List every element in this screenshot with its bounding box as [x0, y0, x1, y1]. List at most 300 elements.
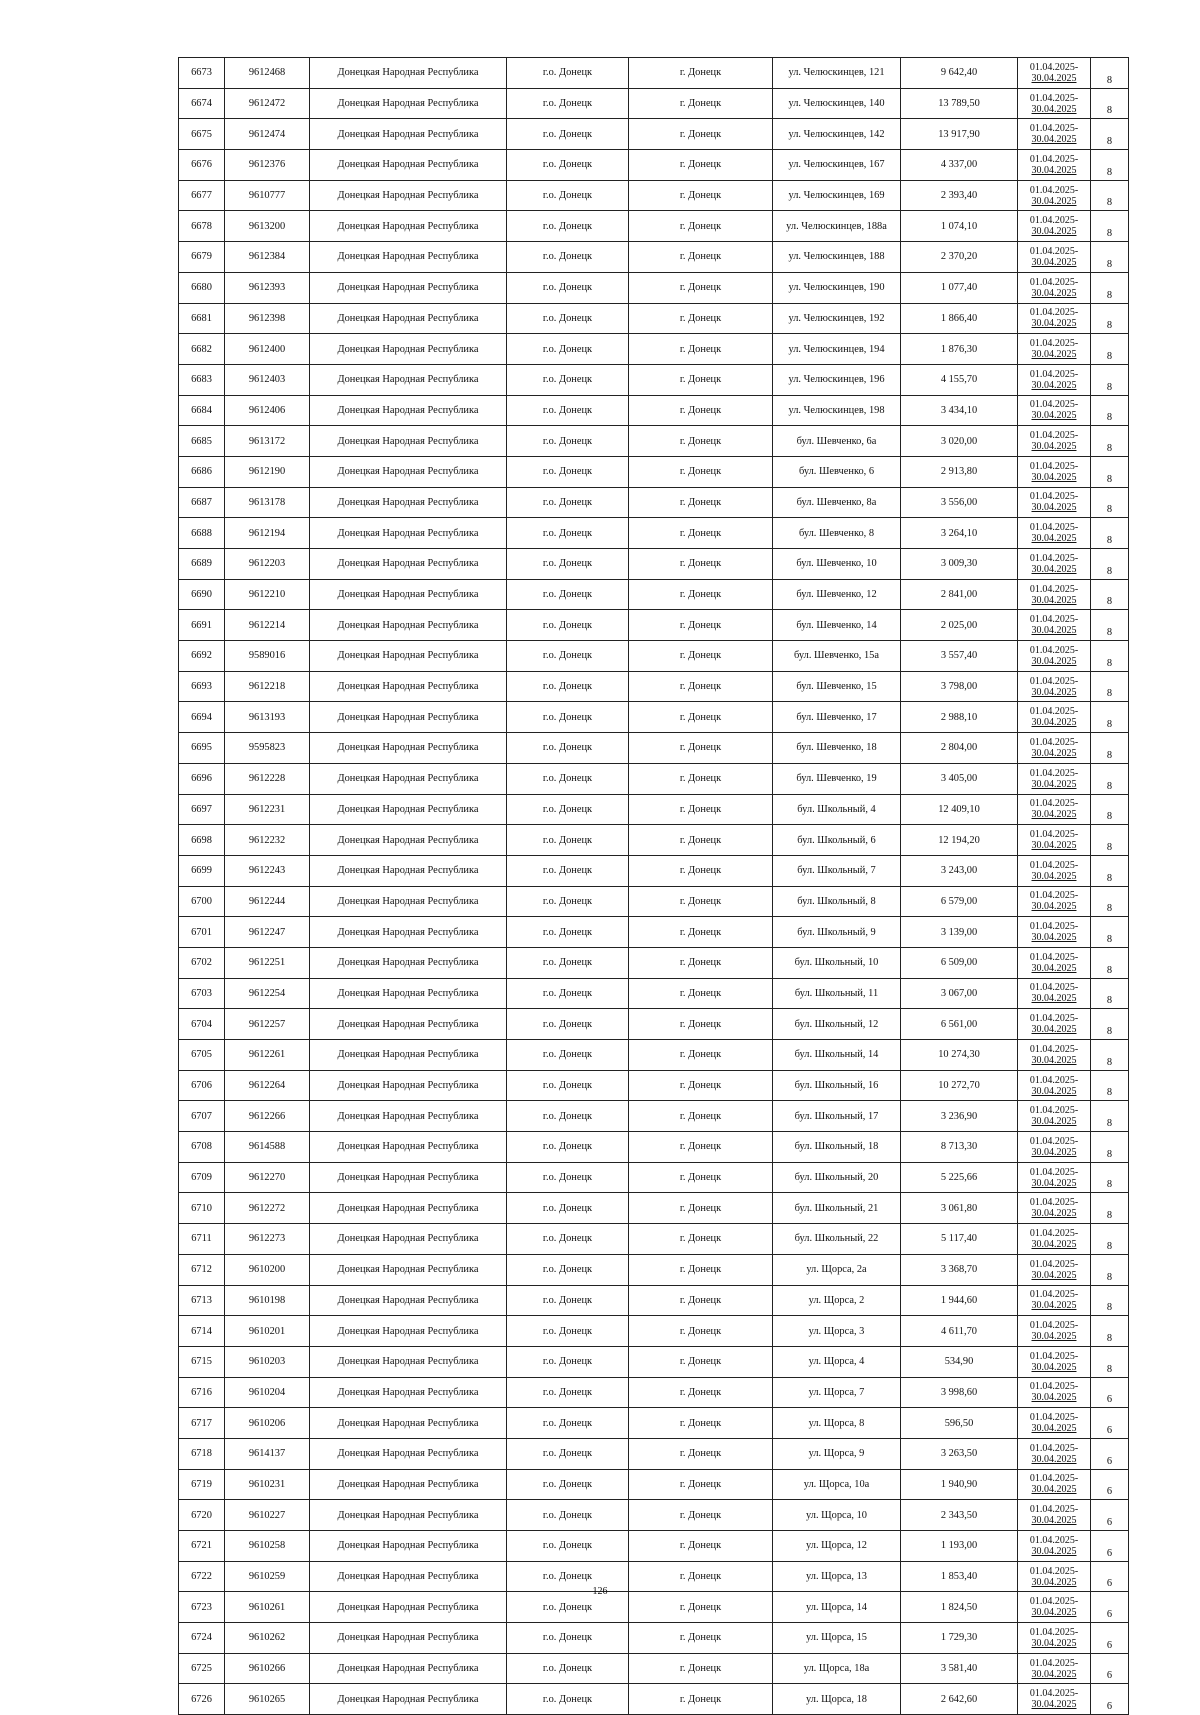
- address-cell: ул. Щорса, 4: [773, 1346, 901, 1377]
- table-row: [179, 1132, 1129, 1163]
- municipal-district-cell: г.о. Донецк: [507, 1254, 629, 1285]
- period-end: 30.04.2025: [1031, 1699, 1077, 1711]
- municipal-district-cell: г.о. Донецк: [507, 1316, 629, 1347]
- period-cell: [1018, 150, 1091, 181]
- row-number-cell: 6686: [179, 456, 225, 487]
- region-cell: Донецкая Народная Республика: [310, 426, 507, 457]
- area-cell: 12 409,10: [901, 794, 1018, 825]
- count-cell: 8: [1091, 1070, 1129, 1101]
- period-end: 30.04.2025: [1031, 594, 1077, 606]
- city-cell: г. Донецк: [629, 1254, 773, 1285]
- count-cell: 6: [1091, 1623, 1129, 1654]
- table-row: [179, 1684, 1129, 1715]
- address-cell: ул. Щорса, 15: [773, 1623, 901, 1654]
- period-start: 01.04.2025-: [1029, 614, 1079, 626]
- period-end: 30.04.2025: [1031, 870, 1077, 882]
- area-cell: 3 264,10: [901, 518, 1018, 549]
- period-cell: [1018, 1377, 1091, 1408]
- row-number-cell: 6704: [179, 1009, 225, 1040]
- period-cell: [1018, 88, 1091, 119]
- period-end: 30.04.2025: [1031, 809, 1077, 821]
- period-start: 01.04.2025-: [1029, 215, 1079, 227]
- area-cell: 4 155,70: [901, 364, 1018, 395]
- city-cell: г. Донецк: [629, 549, 773, 580]
- object-id-cell: 9613178: [225, 487, 310, 518]
- city-cell: г. Донецк: [629, 1377, 773, 1408]
- table-row: [179, 58, 1129, 89]
- period-start: 01.04.2025-: [1029, 399, 1079, 411]
- row-number-cell: 6683: [179, 364, 225, 395]
- count-cell: 8: [1091, 364, 1129, 395]
- count-cell: 8: [1091, 947, 1129, 978]
- municipal-district-cell: г.о. Донецк: [507, 671, 629, 702]
- page-number: 126: [592, 1586, 608, 1597]
- city-cell: г. Донецк: [629, 334, 773, 365]
- area-cell: 1 074,10: [901, 211, 1018, 242]
- area-cell: 596,50: [901, 1408, 1018, 1439]
- table-row: [179, 947, 1129, 978]
- city-cell: г. Донецк: [629, 150, 773, 181]
- table-row: [179, 1009, 1129, 1040]
- area-cell: 8 713,30: [901, 1132, 1018, 1163]
- municipal-district-cell: г.о. Донецк: [507, 1469, 629, 1500]
- period-end: 30.04.2025: [1031, 1024, 1077, 1036]
- row-number-cell: 6706: [179, 1070, 225, 1101]
- table-row: [179, 641, 1129, 672]
- row-number-cell: 6726: [179, 1684, 225, 1715]
- city-cell: г. Донецк: [629, 1162, 773, 1193]
- region-cell: Донецкая Народная Республика: [310, 1346, 507, 1377]
- city-cell: г. Донецк: [629, 825, 773, 856]
- municipal-district-cell: г.о. Донецк: [507, 549, 629, 580]
- object-id-cell: 9610261: [225, 1592, 310, 1623]
- row-number-cell: 6677: [179, 180, 225, 211]
- address-cell: ул. Челюскинцев, 169: [773, 180, 901, 211]
- object-id-cell: 9610266: [225, 1653, 310, 1684]
- region-cell: Донецкая Народная Республика: [310, 364, 507, 395]
- city-cell: г. Донецк: [629, 1224, 773, 1255]
- address-cell: бул. Школьный, 4: [773, 794, 901, 825]
- municipal-district-cell: г.о. Донецк: [507, 978, 629, 1009]
- region-cell: Донецкая Народная Республика: [310, 733, 507, 764]
- table-row: [179, 88, 1129, 119]
- count-cell: 8: [1091, 334, 1129, 365]
- period-cell: [1018, 1285, 1091, 1316]
- period-end: 30.04.2025: [1031, 134, 1077, 146]
- municipal-district-cell: г.о. Донецк: [507, 1500, 629, 1531]
- city-cell: г. Донецк: [629, 1592, 773, 1623]
- municipal-district-cell: г.о. Донецк: [507, 1040, 629, 1071]
- area-cell: 4 611,70: [901, 1316, 1018, 1347]
- count-cell: 6: [1091, 1438, 1129, 1469]
- table-row: [179, 886, 1129, 917]
- period-start: 01.04.2025-: [1029, 798, 1079, 810]
- period-end: 30.04.2025: [1031, 1484, 1077, 1496]
- city-cell: г. Донецк: [629, 1285, 773, 1316]
- region-cell: Донецкая Народная Республика: [310, 825, 507, 856]
- count-cell: 8: [1091, 242, 1129, 273]
- object-id-cell: 9612264: [225, 1070, 310, 1101]
- period-end: 30.04.2025: [1031, 1545, 1077, 1557]
- period-end: 30.04.2025: [1031, 1085, 1077, 1097]
- period-end: 30.04.2025: [1031, 901, 1077, 913]
- object-id-cell: 9612232: [225, 825, 310, 856]
- object-id-cell: 9613200: [225, 211, 310, 242]
- address-cell: бул. Шевченко, 8а: [773, 487, 901, 518]
- city-cell: г. Донецк: [629, 272, 773, 303]
- address-cell: ул. Челюскинцев, 167: [773, 150, 901, 181]
- count-cell: 8: [1091, 58, 1129, 89]
- period-start: 01.04.2025-: [1029, 460, 1079, 472]
- area-cell: 5 225,66: [901, 1162, 1018, 1193]
- count-cell: 6: [1091, 1561, 1129, 1592]
- period-end: 30.04.2025: [1031, 226, 1077, 238]
- period-start: 01.04.2025-: [1029, 92, 1079, 104]
- municipal-district-cell: г.о. Донецк: [507, 610, 629, 641]
- region-cell: Донецкая Народная Республика: [310, 119, 507, 150]
- object-id-cell: 9610201: [225, 1316, 310, 1347]
- region-cell: Донецкая Народная Республика: [310, 395, 507, 426]
- city-cell: г. Донецк: [629, 518, 773, 549]
- period-cell: [1018, 641, 1091, 672]
- count-cell: 8: [1091, 88, 1129, 119]
- table-row: [179, 242, 1129, 273]
- city-cell: г. Донецк: [629, 855, 773, 886]
- row-number-cell: 6715: [179, 1346, 225, 1377]
- address-cell: бул. Шевченко, 17: [773, 702, 901, 733]
- object-id-cell: 9612203: [225, 549, 310, 580]
- object-id-cell: 9610777: [225, 180, 310, 211]
- object-id-cell: 9613193: [225, 702, 310, 733]
- municipal-district-cell: г.о. Донецк: [507, 763, 629, 794]
- city-cell: г. Донецк: [629, 395, 773, 426]
- area-cell: 3 998,60: [901, 1377, 1018, 1408]
- row-number-cell: 6703: [179, 978, 225, 1009]
- period-start: 01.04.2025-: [1029, 890, 1079, 902]
- period-end: 30.04.2025: [1031, 1668, 1077, 1680]
- period-cell: [1018, 395, 1091, 426]
- period-cell: [1018, 242, 1091, 273]
- period-cell: [1018, 702, 1091, 733]
- municipal-district-cell: г.о. Донецк: [507, 88, 629, 119]
- object-id-cell: 9612384: [225, 242, 310, 273]
- period-start: 01.04.2025-: [1029, 1473, 1079, 1485]
- row-number-cell: 6707: [179, 1101, 225, 1132]
- period-end: 30.04.2025: [1031, 993, 1077, 1005]
- period-end: 30.04.2025: [1031, 563, 1077, 575]
- row-number-cell: 6725: [179, 1653, 225, 1684]
- period-start: 01.04.2025-: [1029, 1381, 1079, 1393]
- region-cell: Донецкая Народная Республика: [310, 579, 507, 610]
- table-row: [179, 426, 1129, 457]
- address-cell: ул. Челюскинцев, 188а: [773, 211, 901, 242]
- city-cell: г. Донецк: [629, 1101, 773, 1132]
- row-number-cell: 6692: [179, 641, 225, 672]
- object-id-cell: 9612190: [225, 456, 310, 487]
- row-number-cell: 6708: [179, 1132, 225, 1163]
- area-cell: 3 405,00: [901, 763, 1018, 794]
- city-cell: г. Донецк: [629, 1438, 773, 1469]
- period-end: 30.04.2025: [1031, 349, 1077, 361]
- municipal-district-cell: г.о. Донецк: [507, 794, 629, 825]
- period-start: 01.04.2025-: [1029, 1227, 1079, 1239]
- object-id-cell: 9610259: [225, 1561, 310, 1592]
- period-start: 01.04.2025-: [1029, 1350, 1079, 1362]
- object-id-cell: 9613172: [225, 426, 310, 457]
- municipal-district-cell: г.о. Донецк: [507, 1653, 629, 1684]
- region-cell: Донецкая Народная Республика: [310, 1592, 507, 1623]
- table-row: [179, 671, 1129, 702]
- region-cell: Донецкая Народная Республика: [310, 702, 507, 733]
- object-id-cell: 9612403: [225, 364, 310, 395]
- city-cell: г. Донецк: [629, 1684, 773, 1715]
- municipal-district-cell: г.о. Донецк: [507, 119, 629, 150]
- city-cell: г. Донецк: [629, 1040, 773, 1071]
- address-cell: бул. Шевченко, 6: [773, 456, 901, 487]
- area-cell: 3 243,00: [901, 855, 1018, 886]
- municipal-district-cell: г.о. Донецк: [507, 1684, 629, 1715]
- period-start: 01.04.2025-: [1029, 61, 1079, 73]
- count-cell: 8: [1091, 886, 1129, 917]
- period-end: 30.04.2025: [1031, 1607, 1077, 1619]
- row-number-cell: 6720: [179, 1500, 225, 1531]
- area-cell: 2 343,50: [901, 1500, 1018, 1531]
- period-end: 30.04.2025: [1031, 1453, 1077, 1465]
- address-cell: бул. Шевченко, 6а: [773, 426, 901, 457]
- period-cell: [1018, 1653, 1091, 1684]
- region-cell: Донецкая Народная Республика: [310, 1254, 507, 1285]
- period-cell: [1018, 518, 1091, 549]
- region-cell: Донецкая Народная Республика: [310, 58, 507, 89]
- table-row: [179, 1500, 1129, 1531]
- count-cell: 8: [1091, 272, 1129, 303]
- area-cell: 1 824,50: [901, 1592, 1018, 1623]
- municipal-district-cell: г.о. Донецк: [507, 150, 629, 181]
- row-number-cell: 6721: [179, 1531, 225, 1562]
- region-cell: Донецкая Народная Республика: [310, 671, 507, 702]
- count-cell: 8: [1091, 1346, 1129, 1377]
- period-cell: [1018, 1408, 1091, 1439]
- address-cell: ул. Щорса, 18а: [773, 1653, 901, 1684]
- row-number-cell: 6678: [179, 211, 225, 242]
- municipal-district-cell: г.о. Донецк: [507, 487, 629, 518]
- period-start: 01.04.2025-: [1029, 491, 1079, 503]
- count-cell: 8: [1091, 1193, 1129, 1224]
- period-start: 01.04.2025-: [1029, 1565, 1079, 1577]
- area-cell: 2 642,60: [901, 1684, 1018, 1715]
- municipal-district-cell: г.о. Донецк: [507, 1561, 629, 1592]
- region-cell: Донецкая Народная Республика: [310, 1653, 507, 1684]
- count-cell: 8: [1091, 733, 1129, 764]
- area-cell: 2 804,00: [901, 733, 1018, 764]
- object-id-cell: 9612376: [225, 150, 310, 181]
- period-end: 30.04.2025: [1031, 932, 1077, 944]
- city-cell: г. Донецк: [629, 579, 773, 610]
- object-id-cell: 9595823: [225, 733, 310, 764]
- row-number-cell: 6691: [179, 610, 225, 641]
- address-cell: бул. Шевченко, 18: [773, 733, 901, 764]
- period-start: 01.04.2025-: [1029, 829, 1079, 841]
- period-end: 30.04.2025: [1031, 533, 1077, 545]
- object-id-cell: 9612244: [225, 886, 310, 917]
- period-start: 01.04.2025-: [1029, 1596, 1079, 1608]
- period-end: 30.04.2025: [1031, 502, 1077, 514]
- table-row: [179, 1224, 1129, 1255]
- period-start: 01.04.2025-: [1029, 1074, 1079, 1086]
- region-cell: Донецкая Народная Республика: [310, 1009, 507, 1040]
- period-start: 01.04.2025-: [1029, 951, 1079, 963]
- city-cell: г. Донецк: [629, 456, 773, 487]
- area-cell: 9 642,40: [901, 58, 1018, 89]
- period-cell: [1018, 119, 1091, 150]
- period-end: 30.04.2025: [1031, 717, 1077, 729]
- table-body: [179, 58, 1129, 1715]
- table-row: [179, 1162, 1129, 1193]
- period-cell: [1018, 1009, 1091, 1040]
- count-cell: 8: [1091, 641, 1129, 672]
- address-cell: ул. Щорса, 9: [773, 1438, 901, 1469]
- count-cell: 8: [1091, 518, 1129, 549]
- row-number-cell: 6687: [179, 487, 225, 518]
- row-number-cell: 6695: [179, 733, 225, 764]
- row-number-cell: 6702: [179, 947, 225, 978]
- count-cell: 8: [1091, 1162, 1129, 1193]
- address-cell: бул. Шевченко, 15: [773, 671, 901, 702]
- object-id-cell: 9612273: [225, 1224, 310, 1255]
- address-cell: ул. Щорса, 7: [773, 1377, 901, 1408]
- address-cell: бул. Школьный, 6: [773, 825, 901, 856]
- area-cell: 13 789,50: [901, 88, 1018, 119]
- row-number-cell: 6719: [179, 1469, 225, 1500]
- municipal-district-cell: г.о. Донецк: [507, 1623, 629, 1654]
- count-cell: 8: [1091, 1101, 1129, 1132]
- area-cell: 534,90: [901, 1346, 1018, 1377]
- object-id-cell: 9612243: [225, 855, 310, 886]
- period-cell: [1018, 1438, 1091, 1469]
- period-cell: [1018, 978, 1091, 1009]
- row-number-cell: 6724: [179, 1623, 225, 1654]
- table-row: [179, 763, 1129, 794]
- region-cell: Донецкая Народная Республика: [310, 303, 507, 334]
- region-cell: Донецкая Народная Республика: [310, 1408, 507, 1439]
- count-cell: 8: [1091, 119, 1129, 150]
- registry-table-container: [178, 57, 1128, 1715]
- period-start: 01.04.2025-: [1029, 552, 1079, 564]
- city-cell: г. Донецк: [629, 1531, 773, 1562]
- period-cell: [1018, 1070, 1091, 1101]
- municipal-district-cell: г.о. Донецк: [507, 579, 629, 610]
- count-cell: 8: [1091, 487, 1129, 518]
- address-cell: ул. Щорса, 14: [773, 1592, 901, 1623]
- period-cell: [1018, 1469, 1091, 1500]
- city-cell: г. Донецк: [629, 426, 773, 457]
- municipal-district-cell: г.о. Донецк: [507, 1070, 629, 1101]
- municipal-district-cell: г.о. Донецк: [507, 1193, 629, 1224]
- period-cell: [1018, 1531, 1091, 1562]
- city-cell: г. Донецк: [629, 88, 773, 119]
- period-cell: [1018, 917, 1091, 948]
- address-cell: ул. Челюскинцев, 188: [773, 242, 901, 273]
- city-cell: г. Донецк: [629, 1346, 773, 1377]
- row-number-cell: 6693: [179, 671, 225, 702]
- count-cell: 8: [1091, 579, 1129, 610]
- object-id-cell: 9610203: [225, 1346, 310, 1377]
- count-cell: 8: [1091, 917, 1129, 948]
- area-cell: 3 556,00: [901, 487, 1018, 518]
- period-cell: [1018, 1500, 1091, 1531]
- municipal-district-cell: г.о. Донецк: [507, 426, 629, 457]
- row-number-cell: 6685: [179, 426, 225, 457]
- area-cell: 1 876,30: [901, 334, 1018, 365]
- period-start: 01.04.2025-: [1029, 430, 1079, 442]
- table-row: [179, 1040, 1129, 1071]
- table-row: [179, 180, 1129, 211]
- period-end: 30.04.2025: [1031, 195, 1077, 207]
- city-cell: г. Донецк: [629, 364, 773, 395]
- municipal-district-cell: г.о. Донецк: [507, 395, 629, 426]
- registry-table: [178, 57, 1129, 1715]
- count-cell: 6: [1091, 1469, 1129, 1500]
- count-cell: 6: [1091, 1408, 1129, 1439]
- region-cell: Донецкая Народная Республика: [310, 180, 507, 211]
- address-cell: ул. Челюскинцев, 196: [773, 364, 901, 395]
- address-cell: ул. Щорса, 3: [773, 1316, 901, 1347]
- area-cell: 10 274,30: [901, 1040, 1018, 1071]
- address-cell: ул. Челюскинцев, 198: [773, 395, 901, 426]
- address-cell: бул. Школьный, 9: [773, 917, 901, 948]
- period-cell: [1018, 334, 1091, 365]
- period-start: 01.04.2025-: [1029, 1534, 1079, 1546]
- region-cell: Донецкая Народная Республика: [310, 150, 507, 181]
- period-cell: [1018, 180, 1091, 211]
- region-cell: Донецкая Народная Республика: [310, 1469, 507, 1500]
- object-id-cell: 9610227: [225, 1500, 310, 1531]
- count-cell: 8: [1091, 671, 1129, 702]
- region-cell: Донецкая Народная Республика: [310, 1561, 507, 1592]
- row-number-cell: 6701: [179, 917, 225, 948]
- area-cell: 3 009,30: [901, 549, 1018, 580]
- region-cell: Донецкая Народная Республика: [310, 549, 507, 580]
- period-start: 01.04.2025-: [1029, 1504, 1079, 1516]
- count-cell: 8: [1091, 1040, 1129, 1071]
- period-cell: [1018, 456, 1091, 487]
- region-cell: Донецкая Народная Республика: [310, 1438, 507, 1469]
- municipal-district-cell: г.о. Донецк: [507, 303, 629, 334]
- period-start: 01.04.2025-: [1029, 1013, 1079, 1025]
- object-id-cell: 9589016: [225, 641, 310, 672]
- address-cell: бул. Школьный, 7: [773, 855, 901, 886]
- period-start: 01.04.2025-: [1029, 307, 1079, 319]
- municipal-district-cell: г.о. Донецк: [507, 518, 629, 549]
- period-end: 30.04.2025: [1031, 747, 1077, 759]
- row-number-cell: 6710: [179, 1193, 225, 1224]
- region-cell: Донецкая Народная Республика: [310, 1500, 507, 1531]
- count-cell: 8: [1091, 549, 1129, 580]
- municipal-district-cell: г.о. Донецк: [507, 1346, 629, 1377]
- municipal-district-cell: г.о. Донецк: [507, 1162, 629, 1193]
- period-start: 01.04.2025-: [1029, 1166, 1079, 1178]
- city-cell: г. Донецк: [629, 733, 773, 764]
- area-cell: 13 917,90: [901, 119, 1018, 150]
- count-cell: 6: [1091, 1592, 1129, 1623]
- period-end: 30.04.2025: [1031, 840, 1077, 852]
- period-start: 01.04.2025-: [1029, 644, 1079, 656]
- address-cell: ул. Челюскинцев, 121: [773, 58, 901, 89]
- period-end: 30.04.2025: [1031, 318, 1077, 330]
- count-cell: 8: [1091, 211, 1129, 242]
- municipal-district-cell: г.о. Донецк: [507, 886, 629, 917]
- municipal-district-cell: г.о. Донецк: [507, 702, 629, 733]
